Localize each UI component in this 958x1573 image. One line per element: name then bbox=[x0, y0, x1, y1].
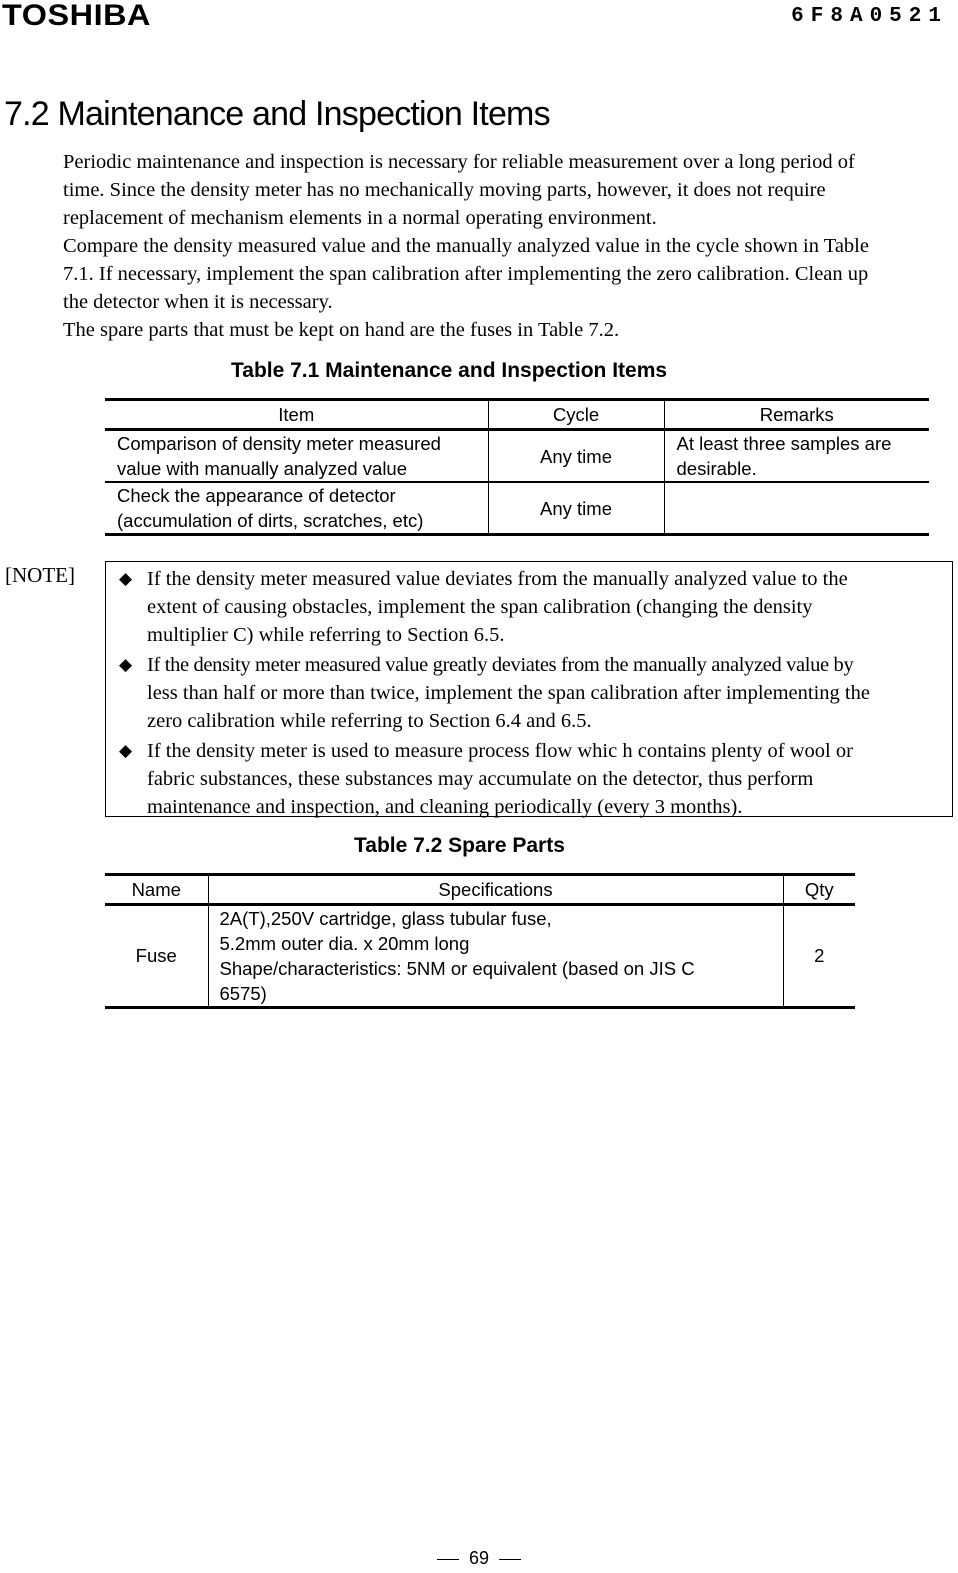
document-number: 6F8A0521 bbox=[791, 5, 948, 28]
note-box bbox=[105, 561, 953, 817]
note-line: maintenance and inspection, and cleaning periodically (every 3 months). bbox=[147, 796, 743, 818]
note-line: extent of causing obstacles, implement the span calibration (changing the density bbox=[147, 596, 813, 618]
spec-line: Shape/characteristics: 5NM or equivalent (based on JIS C bbox=[219, 958, 695, 979]
spec-line: 6575) bbox=[219, 983, 267, 1004]
intro-line: the detector when it is necessary. bbox=[63, 291, 333, 313]
cell-cycle: Any time bbox=[488, 430, 664, 483]
cell-line: desirable. bbox=[676, 458, 757, 479]
column-header-remarks: Remarks bbox=[664, 400, 929, 430]
diamond-bullet-icon: ◆ bbox=[119, 569, 133, 589]
intro-line: Compare the density measured value and the manually analyzed value in the cycle shown in Table bbox=[63, 235, 869, 257]
table-row bbox=[105, 430, 929, 483]
column-header-specifications: Specifications bbox=[208, 875, 783, 905]
cell-qty: 2 bbox=[783, 905, 855, 1008]
page-number: 69 bbox=[468, 1548, 490, 1568]
cell-remarks bbox=[664, 430, 929, 483]
note-label: [NOTE] bbox=[5, 563, 75, 587]
table-7-1-caption: Table 7.1 Maintenance and Inspection Items bbox=[231, 359, 668, 382]
note-item bbox=[106, 651, 952, 735]
footer-dash bbox=[499, 1559, 521, 1560]
cell-line: Check the appearance of detector bbox=[117, 485, 396, 506]
spec-line: 2A(T),250V cartridge, glass tubular fuse, bbox=[219, 908, 552, 929]
cell-name: Fuse bbox=[105, 905, 208, 1008]
footer-dash bbox=[437, 1559, 459, 1560]
note-line: fabric substances, these substances may accumulate on the detector, thus perform bbox=[147, 768, 814, 790]
note-line: If the density meter measured value greatly deviates from the manually analyzed value by bbox=[147, 654, 854, 676]
note-line: If the density meter measured value deviates from the manually analyzed value to the bbox=[147, 568, 848, 590]
cell-line: Comparison of density meter measured bbox=[117, 433, 441, 454]
cell-line: value with manually analyzed value bbox=[117, 458, 408, 479]
note-line: zero calibration while referring to Section 6.4 and 6.5. bbox=[147, 710, 592, 732]
cell-remarks bbox=[664, 482, 929, 535]
cell-item bbox=[105, 430, 488, 483]
diamond-bullet-icon: ◆ bbox=[119, 655, 133, 675]
table-row bbox=[105, 905, 855, 1008]
intro-paragraph bbox=[63, 148, 953, 344]
intro-line: 7.1. If necessary, implement the span calibration after implementing the zero calibration. Clean up bbox=[63, 263, 869, 285]
note-line: multiplier C) while referring to Section 6.5. bbox=[147, 624, 505, 646]
intro-line: time. Since the density meter has no mechanically moving parts, however, it does not require bbox=[63, 179, 826, 201]
column-header-cycle: Cycle bbox=[488, 400, 664, 430]
note-line: less than half or more than twice, implement the span calibration after implementing the bbox=[147, 682, 870, 704]
maintenance-table bbox=[105, 398, 929, 536]
page-footer bbox=[0, 1547, 958, 1569]
diamond-bullet-icon: ◆ bbox=[119, 741, 133, 761]
spare-parts-table bbox=[105, 873, 855, 1009]
cell-line: At least three samples are bbox=[676, 433, 892, 454]
intro-line: Periodic maintenance and inspection is necessary for reliable measurement over a long period of bbox=[63, 151, 855, 173]
column-header-qty: Qty bbox=[783, 875, 855, 905]
spec-line: 5.2mm outer dia. x 20mm long bbox=[219, 933, 470, 954]
section-title: 7.2 Maintenance and Inspection Items bbox=[4, 95, 550, 133]
table-header-row bbox=[105, 875, 855, 905]
cell-cycle: Any time bbox=[488, 482, 664, 535]
cell-item bbox=[105, 482, 488, 535]
cell-specifications bbox=[208, 905, 783, 1008]
intro-line: The spare parts that must be kept on hand are the fuses in Table 7.2. bbox=[63, 319, 620, 341]
note-item bbox=[106, 737, 952, 821]
table-7-2-caption: Table 7.2 Spare Parts bbox=[354, 834, 565, 857]
cell-line: (accumulation of dirts, scratches, etc) bbox=[117, 510, 424, 531]
toshiba-logo: TOSHIBA bbox=[2, 0, 152, 32]
column-header-item: Item bbox=[105, 400, 488, 430]
table-row bbox=[105, 482, 929, 535]
column-header-name: Name bbox=[105, 875, 208, 905]
note-line: If the density meter is used to measure process flow whic h contains plenty of wool or bbox=[147, 740, 853, 762]
note-item bbox=[106, 565, 952, 649]
table-header-row bbox=[105, 400, 929, 430]
intro-line: replacement of mechanism elements in a normal operating environment. bbox=[63, 207, 657, 229]
